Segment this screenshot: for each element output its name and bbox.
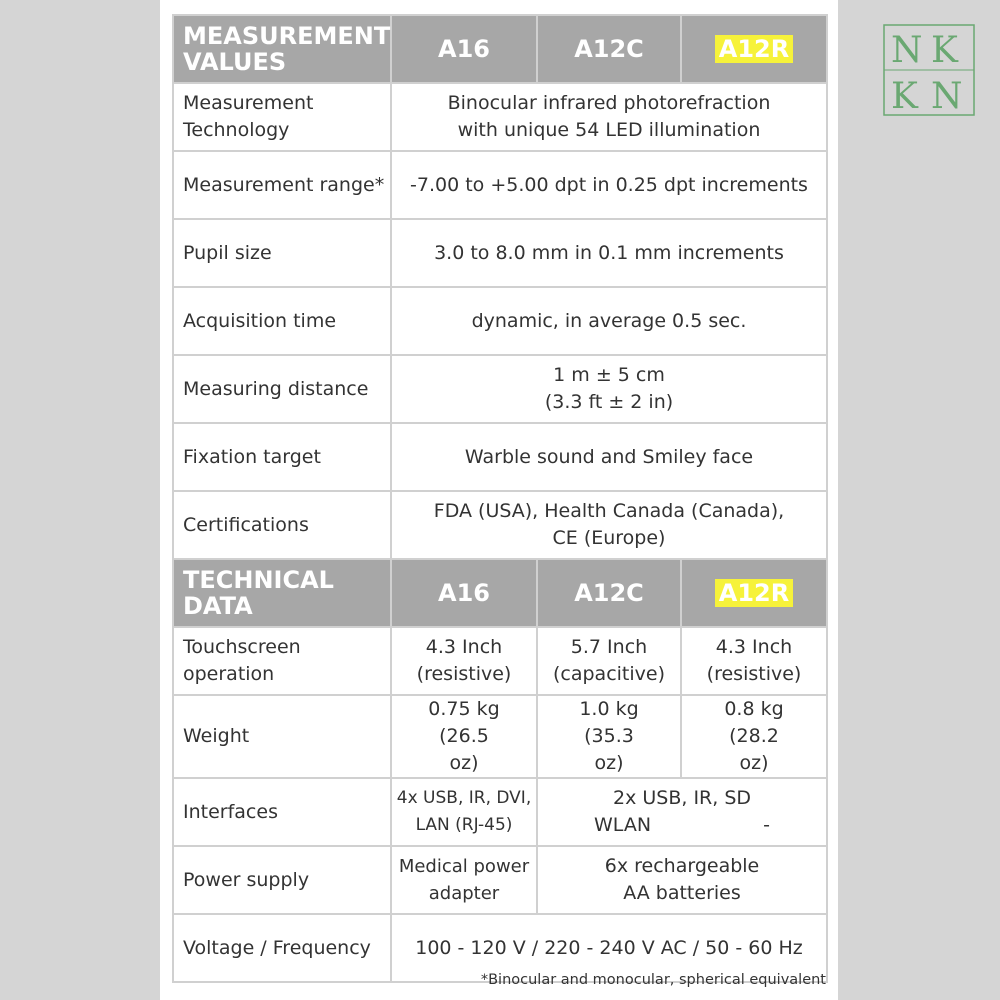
measurement-header-row [173,15,827,83]
col-header-a12c: A12C [537,559,681,627]
table-row [173,846,827,914]
svg-text:K: K [891,76,918,117]
col-header-a12r [681,15,827,83]
measurement-section-title: MEASUREMENT VALUES [173,15,391,83]
col-header-a16: A16 [391,559,537,627]
interfaces-a12c: WLAN [594,814,652,836]
row-value: Binocular infrared photorefraction with unique 54 LED illumination [391,83,827,151]
row-value: 100 - 120 V / 220 - 240 V AC / 50 - 60 Hz [391,914,827,982]
table-row [173,219,827,287]
cell-a12r: 4.3 Inch (resistive) [681,627,827,695]
row-label: Voltage / Frequency [173,914,391,982]
row-value: FDA (USA), Health Canada (Canada), CE (Europe) [391,491,827,559]
table-row [173,423,827,491]
cell-shared: 6x rechargeable AA batteries [537,846,827,914]
col-header-a12r [681,559,827,627]
interfaces-split [538,812,826,839]
spec-table [172,14,828,983]
svg-text:K: K [931,30,958,71]
row-label: Measurement range* [173,151,391,219]
row-label: Weight [173,695,391,778]
row-value: -7.00 to +5.00 dpt in 0.25 dpt increments [391,151,827,219]
cell-shared [537,778,827,846]
row-label: Fixation target [173,423,391,491]
row-value: Warble sound and Smiley face [391,423,827,491]
col-header-a12c: A12C [537,15,681,83]
cell-a16: Medical power adapter [391,846,537,914]
cell-a12c: 1.0 kg (35.3 oz) [537,695,681,778]
footnote: *Binocular and monocular, spherical equivalent [480,972,826,988]
cell-a16: 4.3 Inch (resistive) [391,627,537,695]
table-row [173,83,827,151]
table-row [173,491,827,559]
table-row [173,695,827,778]
svg-text:N: N [891,30,923,71]
row-label: Measurement Technology [173,83,391,151]
cell-a12r: 0.8 kg (28.2 oz) [681,695,827,778]
interfaces-a12r: - [763,814,770,836]
cell-a16: 4x USB, IR, DVI, LAN (RJ-45) [391,778,537,846]
highlight-a12r: A12R [715,579,793,607]
col-header-a16: A16 [391,15,537,83]
row-label: Power supply [173,846,391,914]
nkkn-logo [881,22,977,118]
row-label: Interfaces [173,778,391,846]
row-label: Measuring distance [173,355,391,423]
svg-text:N: N [931,76,963,117]
row-value: 1 m ± 5 cm (3.3 ft ± 2 in) [391,355,827,423]
row-label: Pupil size [173,219,391,287]
highlight-a12r: A12R [715,35,793,63]
cell-a16: 0.75 kg (26.5 oz) [391,695,537,778]
table-row [173,151,827,219]
technical-section-title: TECHNICAL DATA [173,559,391,627]
table-row [173,778,827,846]
table-row [173,287,827,355]
table-row [173,355,827,423]
table-row [173,627,827,695]
interfaces-shared-value: 2x USB, IR, SD [612,787,752,809]
technical-header-row [173,559,827,627]
row-label: Acquisition time [173,287,391,355]
row-label: Touchscreen operation [173,627,391,695]
cell-a12c: 5.7 Inch (capacitive) [537,627,681,695]
row-value: 3.0 to 8.0 mm in 0.1 mm increments [391,219,827,287]
row-value: dynamic, in average 0.5 sec. [391,287,827,355]
row-label: Certifications [173,491,391,559]
